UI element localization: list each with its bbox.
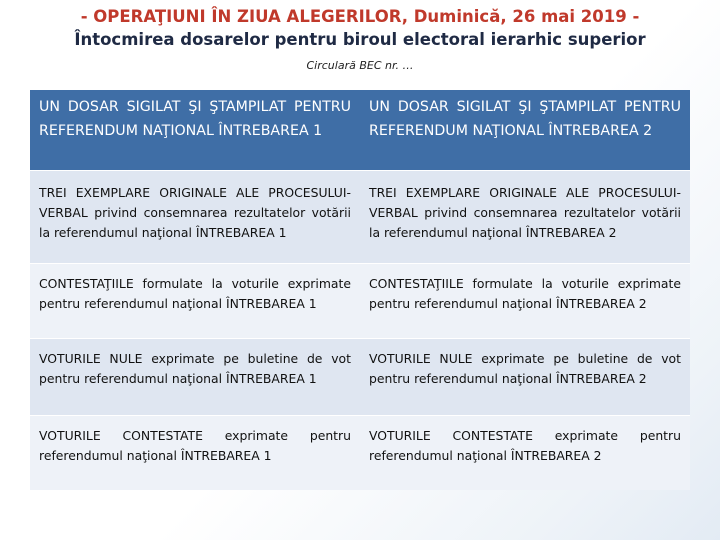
table-cell: VOTURILE CONTESTATE exprimate pentru referendumul naţional ÎNTREBAREA 1: [39, 428, 351, 463]
slide-header: [0, 6, 720, 74]
table-cell: TREI EXEMPLARE ORIGINALE ALE PROCESULUI-VERBAL privind consemnarea rezultatelor votării la referendumul naţional ÎNTREBAREA 2: [369, 185, 681, 240]
table-header-row: [30, 90, 690, 170]
table-cell: CONTESTAŢIILE formulate la voturile exprimate pentru referendumul naţional ÎNTREBAREA 2: [369, 276, 681, 311]
header-cell-question-2: UN DOSAR SIGILAT ŞI ŞTAMPILAT PENTRU REFERENDUM NAŢIONAL ÎNTREBAREA 2: [369, 99, 681, 139]
page-title: - OPERAŢIUNI ÎN ZIUA ALEGERILOR, Duminică, 26 mai 2019 -: [80, 7, 640, 26]
table-cell: VOTURILE NULE exprimate pe buletine de vot pentru referendumul naţional ÎNTREBAREA 1: [39, 351, 351, 386]
circular-reference: Circulară BEC nr. …: [306, 59, 414, 72]
header-cell-question-1: UN DOSAR SIGILAT ŞI ŞTAMPILAT PENTRU REFERENDUM NAŢIONAL ÎNTREBAREA 1: [39, 99, 351, 139]
dossier-table: [30, 90, 690, 490]
table-row: [30, 338, 690, 415]
table-row: [30, 415, 690, 490]
table-cell: TREI EXEMPLARE ORIGINALE ALE PROCESULUI-VERBAL privind consemnarea rezultatelor votării la referendumul naţional ÎNTREBAREA 1: [39, 185, 351, 240]
page-subtitle: Întocmirea dosarelor pentru biroul electoral ierarhic superior: [74, 30, 646, 49]
table-row: [30, 170, 690, 263]
table-row: [30, 263, 690, 338]
table-cell: VOTURILE CONTESTATE exprimate pentru referendumul naţional ÎNTREBAREA 2: [369, 428, 681, 463]
table-cell: VOTURILE NULE exprimate pe buletine de vot pentru referendumul naţional ÎNTREBAREA 2: [369, 351, 681, 386]
table-cell: CONTESTAŢIILE formulate la voturile exprimate pentru referendumul naţional ÎNTREBAREA 1: [39, 276, 351, 311]
